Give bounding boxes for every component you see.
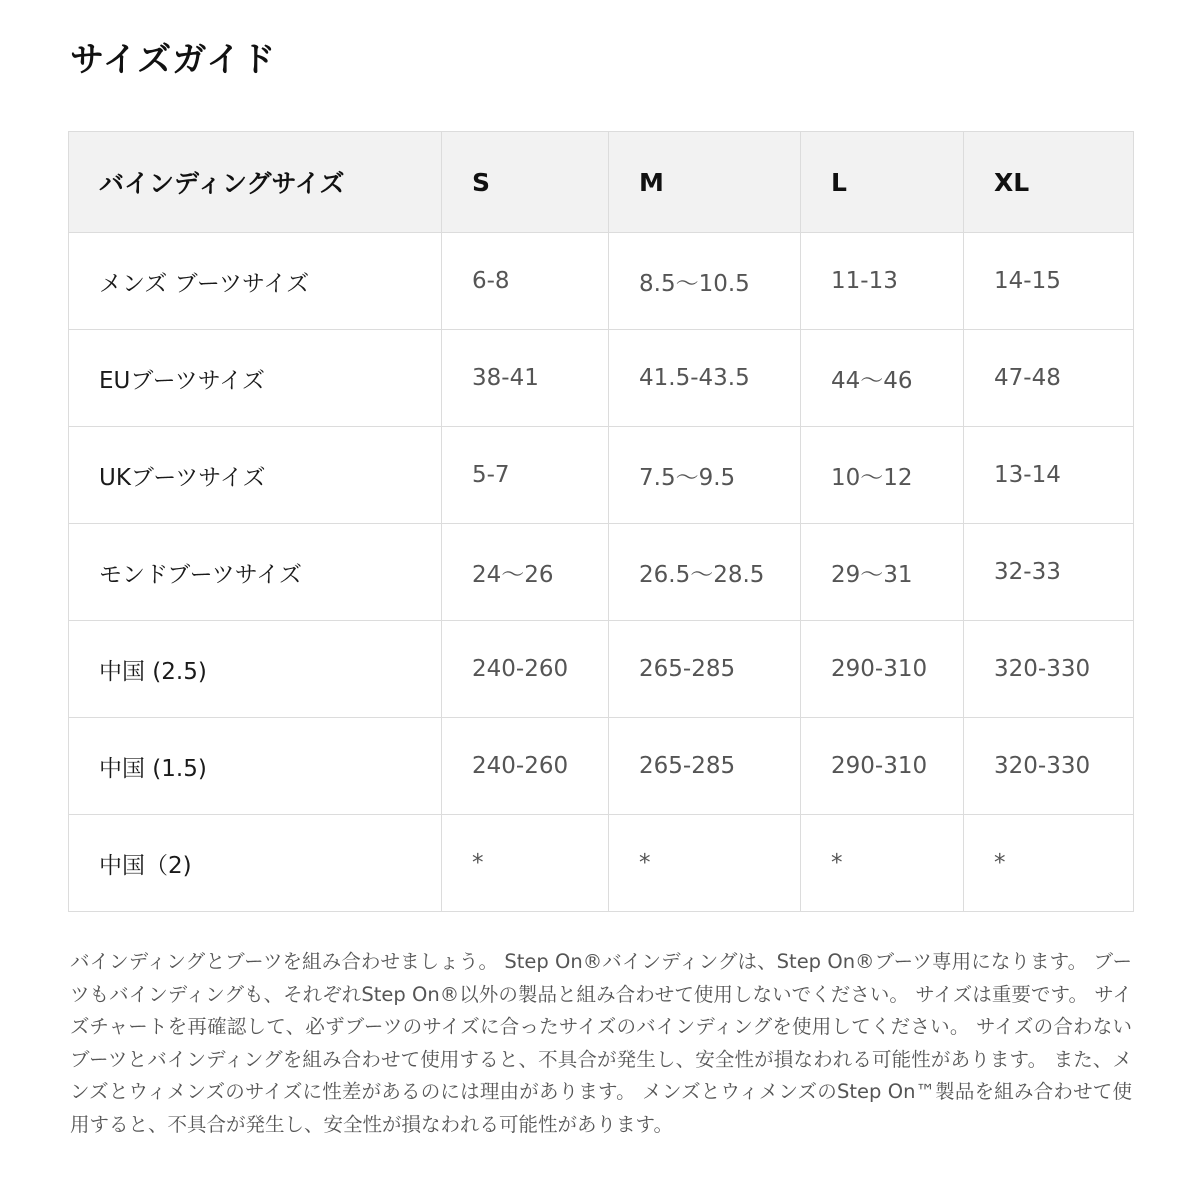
cell-size-l: 29〜31 [801,524,964,621]
header-size-l: L [801,132,964,233]
page-title: サイズガイド [70,40,277,80]
table-row-china-2-5 [69,621,1134,718]
table-row-uk-boot-size [69,427,1134,524]
table-header-row [69,132,1134,233]
row-label: メンズ ブーツサイズ [69,233,442,330]
cell-size-m: 7.5〜9.5 [609,427,801,524]
header-size-m: M [609,132,801,233]
cell-size-m: * [609,815,801,912]
cell-size-m: 8.5〜10.5 [609,233,801,330]
cell-size-m: 265-285 [609,621,801,718]
table-row-china-2 [69,815,1134,912]
cell-size-m: 41.5-43.5 [609,330,801,427]
cell-size-l: 44〜46 [801,330,964,427]
cell-size-xl: 32-33 [964,524,1134,621]
cell-size-l: 290-310 [801,718,964,815]
cell-size-xl: 14-15 [964,233,1134,330]
cell-size-s: 5-7 [442,427,609,524]
cell-size-m: 26.5〜28.5 [609,524,801,621]
cell-size-xl: 320-330 [964,621,1134,718]
cell-size-s: 38-41 [442,330,609,427]
cell-size-m: 265-285 [609,718,801,815]
cell-size-xl: * [964,815,1134,912]
row-label: EUブーツサイズ [69,330,442,427]
cell-size-s: 6-8 [442,233,609,330]
cell-size-s: 240-260 [442,621,609,718]
cell-size-s: 24〜26 [442,524,609,621]
row-label: 中国 (2.5) [69,621,442,718]
table-row-mondo-boot-size [69,524,1134,621]
cell-size-xl: 13-14 [964,427,1134,524]
cell-size-l: 10〜12 [801,427,964,524]
table-row-china-1-5 [69,718,1134,815]
cell-size-xl: 47-48 [964,330,1134,427]
size-guide-table [68,131,1134,912]
compatibility-note: バインディングとブーツを組み合わせましょう。 Step On®バインディングは、Step On®ブーツ専用になります。 ブーツもバインディングも、それぞれStep On®以外の製品と組み合わせて使用しないでください。 サイズは重要です。 サイズチャートを再確認して、必ずブーツのサイズに合ったサイズのバインディングを使用してください。 サイズの合わないブーツとバインディングを組み合わせて使用すると、不具合が発生し、安全性が損なわれる可能性があります。 また、メンズとウィメンズのサイズに性差があるのには理由があります。 メンズとウィメンズのStep On™製品を組み合わせて使用すると、不具合が発生し、安全性が損なわれる可能性があります。 [70,950,1132,1136]
cell-size-l: 11-13 [801,233,964,330]
header-size-xl: XL [964,132,1134,233]
cell-size-xl: 320-330 [964,718,1134,815]
row-label: モンドブーツサイズ [69,524,442,621]
header-binding-size: バインディングサイズ [69,132,442,233]
header-size-s: S [442,132,609,233]
cell-size-l: 290-310 [801,621,964,718]
cell-size-l: * [801,815,964,912]
table-row-mens-boot-size [69,233,1134,330]
row-label: 中国（2) [69,815,442,912]
cell-size-s: * [442,815,609,912]
row-label: 中国 (1.5) [69,718,442,815]
cell-size-s: 240-260 [442,718,609,815]
table-row-eu-boot-size [69,330,1134,427]
row-label: UKブーツサイズ [69,427,442,524]
